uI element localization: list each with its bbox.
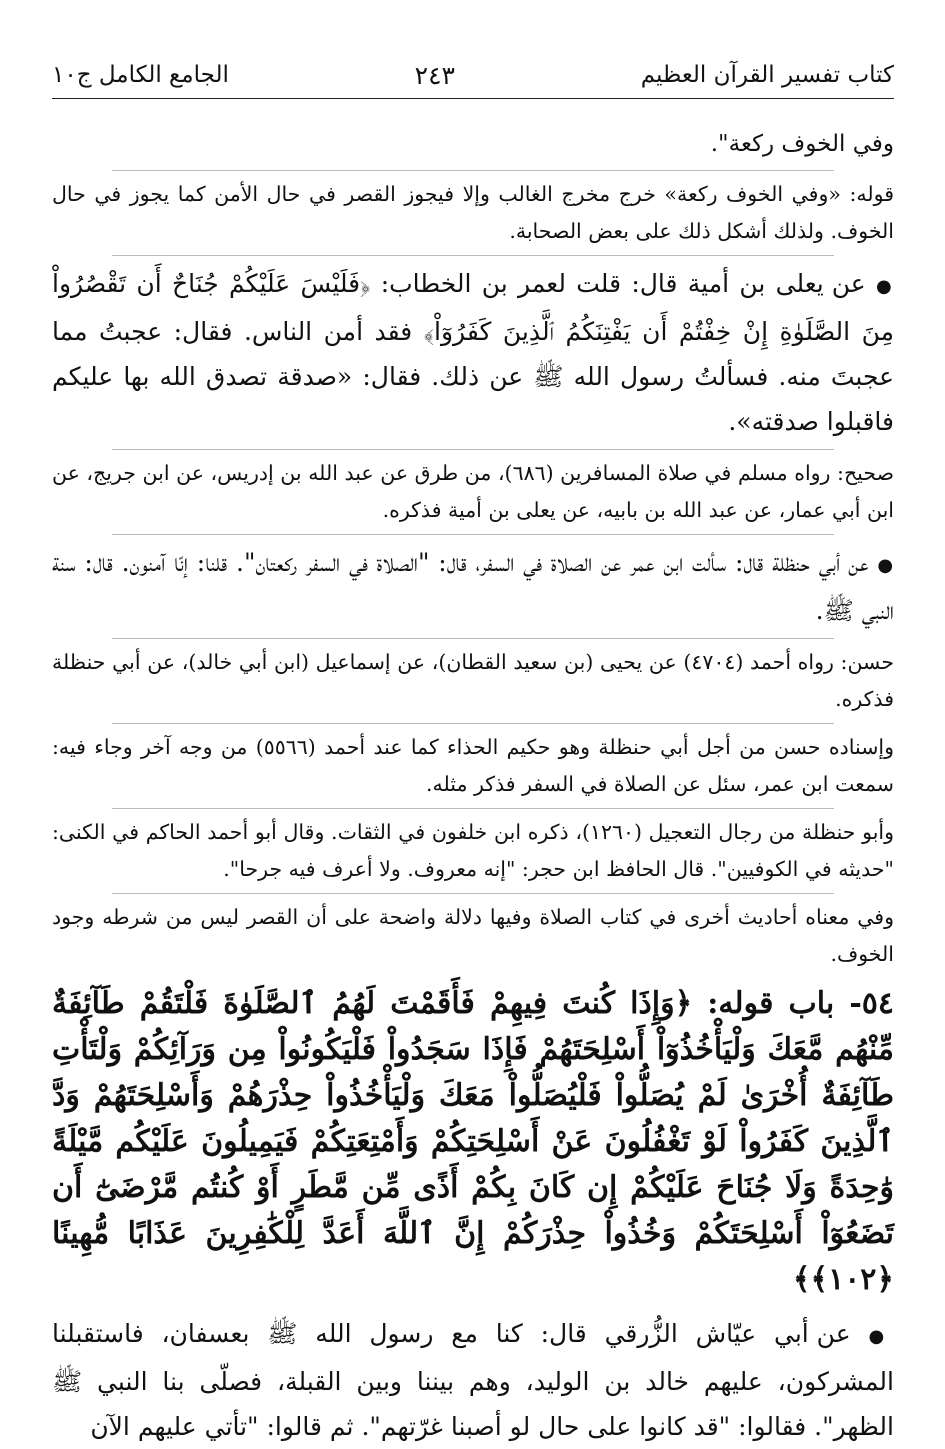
hadith-paragraph [52, 1311, 894, 1449]
page-number: ٢٤٣ [414, 60, 455, 90]
chapter-heading: ٥٤- باب قوله: ﴿وَإِذَا كُنتَ فِيهِمْ فَأَقَمْتَ لَهُمُ ٱلصَّلَوٰةَ فَلْتَقُمْ طَآئِفَةٌ مِّنْهُم مَّعَكَ وَلْيَأْخُذُوٓاْ أَسْلِحَتَهُمْ فَإِذَا سَجَدُواْ فَلْيَكُونُواْ مِن وَرَآئِكُمْ وَلْتَأْتِ طَآئِفَةٌ أُخْرَىٰ لَمْ يُصَلُّواْ فَلْيُصَلُّواْ مَعَكَ وَلْيَأْخُذُواْ حِذْرَهُمْ وَأَسْلِحَتَهُمْ وَدَّ ٱلَّذِينَ كَفَرُواْ لَوْ تَغْفُلُونَ عَنْ أَسْلِحَتِكُمْ وَأَمْتِعَتِكُمْ فَيَمِيلُونَ عَلَيْكُم مَّيْلَةً وَٰحِدَةً وَلَا جُنَاحَ عَلَيْكُمْ إِن كَانَ بِكُمْ أَذًى مِّن مَّطَرٍ أَوْ كُنتُم مَّرْضَىٰٓ أَن تَضَعُوٓاْ أَسْلِحَتَكُمْ وَخُذُواْ حِذْرَكُمْ إِنَّ ٱللَّهَ أَعَدَّ لِلْكَٰفِرِينَ عَذَابًا مُّهِينًا ﴿١٠٢﴾﴾ [52, 986, 894, 1297]
bullet-icon: ● [868, 1326, 894, 1347]
separator-line [112, 534, 834, 535]
separator-line [112, 638, 834, 639]
separator-line [112, 723, 834, 724]
hadith-paragraph [52, 261, 894, 444]
book-title: كتاب تفسير القرآن العظيم [640, 62, 894, 88]
hadith-text: عن أبي عيّاش الزُّرقي قال: كنا مع رسول الله ﷺ بعسفان، فاستقبلنا المشركون، عليهم خالد بن الوليد، وهم بيننا وبين القبلة، فصلّى بنا النبي ﷺ الظهر". فقالوا: "قد كانوا على حال لو أصبنا غرّتهم". ثم قالوا: "تأتي عليهم الآن [52, 1319, 894, 1441]
separator-line [112, 893, 834, 894]
separator-line [112, 170, 834, 171]
bullet-icon: ● [875, 276, 895, 297]
hadith-paragraph [52, 540, 894, 633]
hadith-text: عن يعلى بن أمية قال: قلت لعمر بن الخطاب: ﴿فَلَيْسَ عَلَيْكُمْ جُنَاحٌ أَن تَقْصُرُواْ مِنَ الصَّلَوٰةِ إِنْ خِفْتُمْ أَن يَفْتِنَكُمُ ٱلَّذِينَ كَفَرُوٓاْ﴾ فقد أمن الناس. فقال: عجبتُ مما عجبتَ منه. فسألتُ رسول الله ﷺ عن ذلك. فقال: «صدقة تصدق الله بها عليكم فاقبلوا صدقته». [52, 269, 894, 436]
takhrij-paragraph: صحيح: رواه مسلم في صلاة المسافرين (٦٨٦)، من طرق عن عبد الله بن إدريس، عن ابن جريج، عن ابن أبي عمار، عن عبد الله بن بابيه، عن يعلى بن أمية فذكره. [52, 461, 894, 522]
takhrij-paragraph: حسن: رواه أحمد (٤٧٠٤) عن يحيى (بن سعيد القطان)، عن إسماعيل (ابن أبي خالد)، عن أبي حنظلة فذكره. [52, 650, 895, 711]
commentary-paragraph: وإسناده حسن من أجل أبي حنظلة وهو حكيم الحذاء كما عند أحمد (٥٥٦٦) من وجه آخر وجاء فيه: سمعت ابن عمر، سئل عن الصلاة في السفر فذكر مثله. [52, 735, 894, 796]
running-header [52, 52, 894, 99]
series-title: الجامع الكامل ج١٠ [52, 62, 229, 88]
separator-line [112, 449, 834, 450]
commentary-paragraph: وفي معناه أحاديث أخرى في كتاب الصلاة وفيها دلالة واضحة على أن القصر ليس من شرطه وجود الخوف. [52, 905, 894, 966]
bullet-icon: ● [877, 555, 894, 576]
separator-line [112, 808, 834, 809]
commentary-paragraph: وأبو حنظلة من رجال التعجيل (١٢٦٠)، ذكره ابن خلفون في الثقات. وقال أبو أحمد الحاكم في الكنى: "حديثه في الكوفيين". قال الحافظ ابن حجر: "إنه معروف. ولا أعرف فيه جرحا". [52, 820, 895, 881]
text-paragraph: وفي الخوف ركعة". [710, 131, 894, 157]
separator-line [112, 255, 834, 256]
hadith-text: عن أبي حنظلة قال: سألت ابن عمر عن الصلاة في السفر، قال: "الصلاة في السفر ركعتان". قلنا: إنّا آمنون. قال: سنة النبي ﷺ. [52, 548, 894, 625]
page-body [52, 124, 894, 1449]
commentary-paragraph: قوله: «وفي الخوف ركعة» خرج مخرج الغالب وإلا فيجوز القصر في حال الأمن كما يجوز في حال الخوف. ولذلك أشكل ذلك على بعض الصحابة. [52, 182, 894, 243]
